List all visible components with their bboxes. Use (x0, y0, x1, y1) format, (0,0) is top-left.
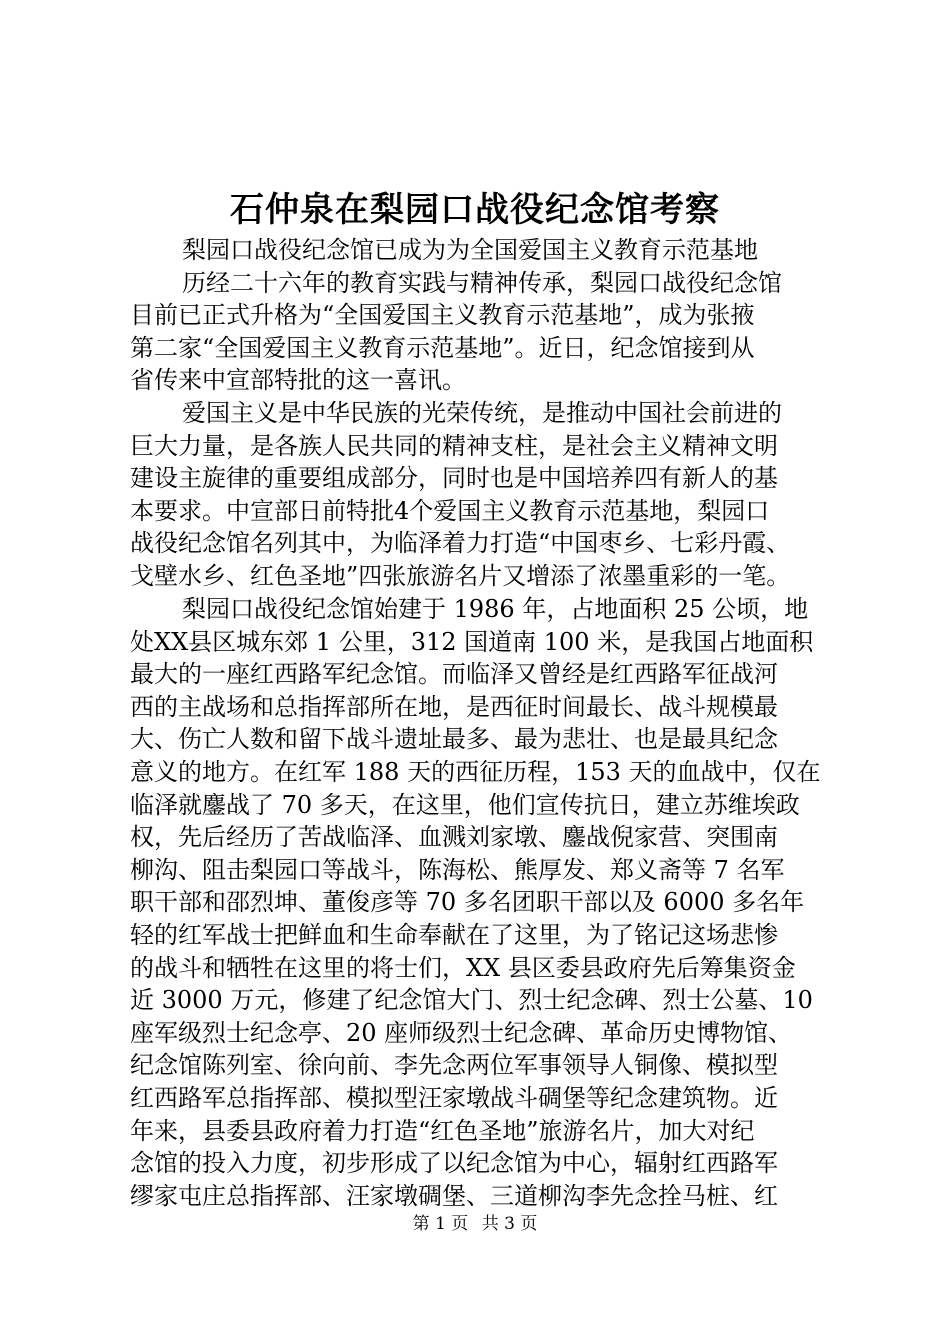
text-line: 年来，县委县政府着力打造“红色圣地”旅游名片，加大对纪 (130, 1116, 755, 1145)
text-line: 纪念馆陈列室、徐向前、李先念两位军事领导人铜像、模拟型 (130, 1051, 778, 1080)
document-title: 石仲泉在梨园口战役纪念馆考察 (230, 190, 720, 230)
text-line: 巨大力量，是各族人民共同的精神支柱，是社会主义精神文明 (130, 431, 778, 460)
text-line: 历经二十六年的教育实践与精神传承，梨园口战役纪念馆 (182, 268, 782, 297)
text-line: 念馆的投入力度，初步形成了以纪念馆为中心，辐射红西路军 (130, 1149, 778, 1178)
text-line: 本要求。中宣部日前特批4个爱国主义教育示范基地，梨园口 (130, 496, 770, 525)
text-line: 建设主旋律的重要组成部分，同时也是中国培养四有新人的基 (130, 464, 778, 493)
text-line: 西的主战场和总指挥部所在地，是西征时间最长、战斗规模最 (130, 692, 778, 721)
page-footer (0, 1212, 950, 1236)
page-number: 第 1 页 (412, 1214, 469, 1234)
text-line: 戈壁水乡、红色圣地”四张旅游名片又增添了浓墨重彩的一笔。 (130, 561, 791, 590)
text-line: 缪家屯庄总指挥部、汪家墩碉堡、三道柳沟李先念拴马桩、红 (130, 1181, 778, 1210)
text-line: 柳沟、阻击梨园口等战斗，陈海松、熊厚发、郑义斋等 7 名军 (130, 855, 785, 884)
text-line: 爱国主义是中华民族的光荣传统，是推动中国社会前进的 (182, 398, 782, 427)
text-line: 战役纪念馆名列其中，为临泽着力打造“中国枣乡、七彩丹霞、 (130, 529, 791, 558)
text-line: 第二家“全国爱国主义教育示范基地”。近日，纪念馆接到从 (130, 333, 755, 362)
text-line: 最大的一座红西路军纪念馆。而临泽又曾经是红西路军征战河 (130, 660, 778, 689)
text-line: 处XX县区城东郊 1 公里，312 国道南 100 米，是我国占地面积 (130, 627, 814, 656)
text-line: 座军级烈士纪念亭、20 座师级烈士纪念碑、革命历史博物馆、 (130, 1018, 793, 1047)
history-section (130, 593, 830, 1212)
text-line: 权，先后经历了苦战临泽、血溅刘家墩、鏖战倪家营、突围南 (130, 823, 778, 852)
text-line: 梨园口战役纪念馆始建于 1986 年，占地面积 25 公顷，地 (182, 595, 809, 623)
text-line: 近 3000 万元，修建了纪念馆大门、烈士纪念碑、烈士公墓、10 (130, 986, 813, 1015)
text-line: 梨园口战役纪念馆已成为为全国爱国主义教育示范基地 (182, 236, 758, 264)
page-total: 共 3 页 (481, 1214, 538, 1234)
text-line: 省传来中宣部特批的这一喜讯。 (130, 366, 466, 395)
text-line: 轻的红军战士把鲜血和生命奉献在了这里，为了铭记这场悲惨 (130, 920, 778, 949)
intro-section (130, 234, 830, 593)
text-line: 大、伤亡人数和留下战斗遗址最多、最为悲壮、也是最具纪念 (130, 725, 778, 754)
text-line: 目前已正式升格为“全国爱国主义教育示范基地”，成为张掖 (130, 301, 755, 330)
text-line: 意义的地方。在红军 188 天的西征历程，153 天的血战中，仅在 (130, 757, 821, 786)
text-line: 的战斗和牺牲在这里的将士们，XX 县区委县政府先后筹集资金 (130, 953, 796, 982)
text-line: 临泽就鏖战了 70 多天，在这里，他们宣传抗日，建立苏维埃政 (130, 790, 800, 819)
text-line: 红西路军总指挥部、模拟型汪家墩战斗碉堡等纪念建筑物。近 (130, 1083, 778, 1112)
text-line: 职干部和邵烈坤、董俊彦等 70 多名团职干部以及 6000 多名年 (130, 888, 805, 917)
